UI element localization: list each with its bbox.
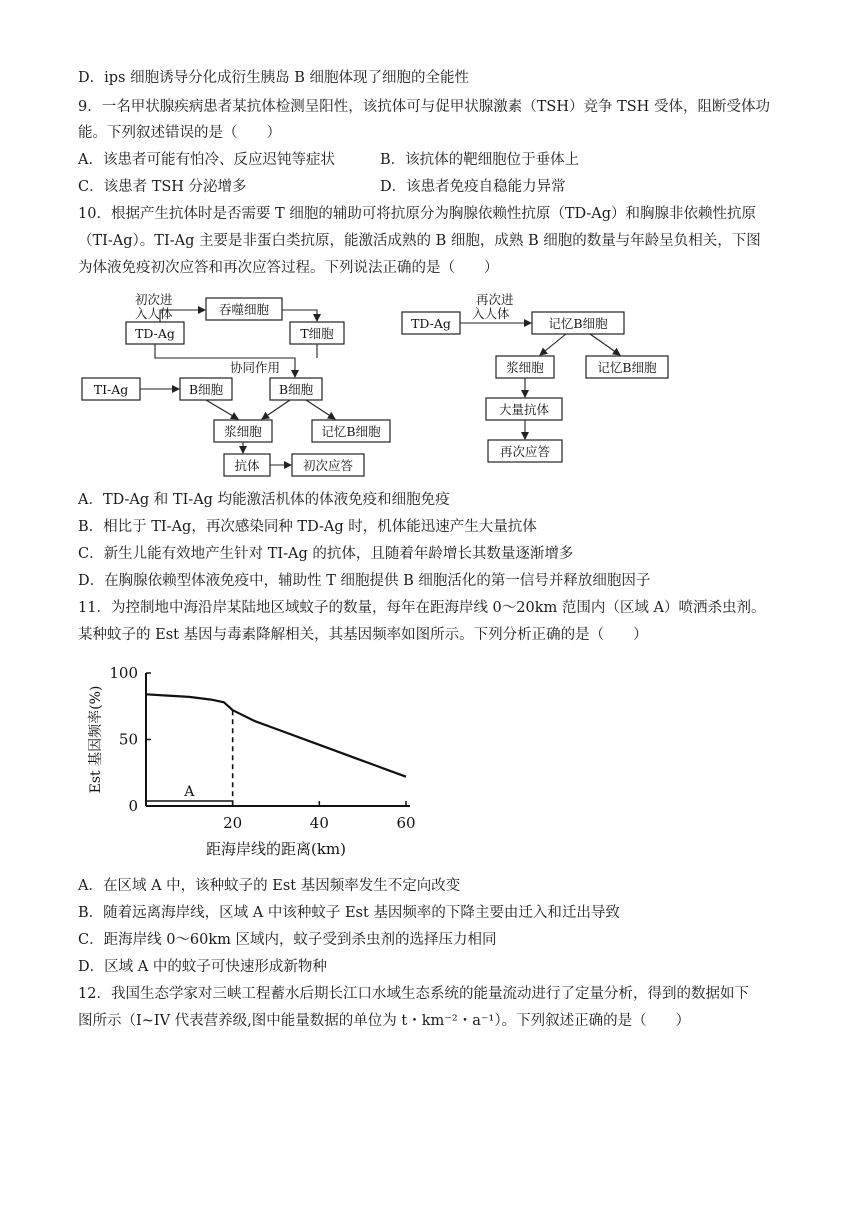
first-entry-label-1: 初次进 bbox=[135, 292, 173, 307]
q11-option-c: C．距海岸线 0～60km 区域内，蚊子受到杀虫剂的选择压力相同 bbox=[78, 932, 497, 948]
arrow-b1-to-plasma bbox=[206, 400, 238, 419]
q9-stem-line1: 9．一名甲状腺疾病患者某抗体检测呈阳性，该抗体可与促甲状腺激素（TSH）竞争 TSH 受体，阻断受体功 bbox=[78, 99, 770, 115]
q10-option-d: D．在胸腺依赖型体液免疫中，辅助性 T 细胞提供 B 细胞活化的第一信号并释放细胞因子 bbox=[78, 573, 651, 589]
q9-option-d: D．该患者免疫自稳能力异常 bbox=[380, 179, 566, 195]
memory-b-label-1: 记忆B细胞 bbox=[321, 424, 381, 439]
arrow-memory-to-plasma bbox=[540, 334, 566, 355]
many-antibody-label: 大量抗体 bbox=[498, 402, 550, 417]
x-tick-label: 20 bbox=[223, 814, 243, 832]
q10-stem-line2: （TI-Ag）。TI-Ag 主要是非蛋白类抗原，能激活成熟的 B 细胞，成熟 B 细胞的数量与年龄呈负相关，下图 bbox=[78, 233, 761, 249]
q12-stem-line1: 12．我国生态学家对三峡工程蓄水后期长江口水域生态系统的能量流动进行了定量分析，得到的数据如下 bbox=[78, 986, 749, 1002]
antibody-label: 抗体 bbox=[234, 458, 260, 473]
q9-option-c: C．该患者 TSH 分泌增多 bbox=[78, 179, 247, 195]
q11-option-d: D．区域 A 中的蚊子可快速形成新物种 bbox=[78, 959, 327, 975]
q9-option-b: B．该抗体的靶细胞位于垂体上 bbox=[380, 152, 580, 168]
q11-option-a: A．在区域 A 中，该种蚊子的 Est 基因频率发生不定向改变 bbox=[78, 878, 461, 894]
synergy-label: 协同作用 bbox=[230, 360, 281, 375]
q10-option-b: B．相比于 TI-Ag，再次感染同种 TD-Ag 时，机体能迅速产生大量抗体 bbox=[78, 519, 537, 535]
est-frequency-chart bbox=[70, 655, 510, 865]
arrow-memory-to-memory bbox=[590, 334, 620, 355]
y-tick-label: 50 bbox=[118, 730, 138, 749]
phagocyte-label: 吞噬细胞 bbox=[218, 302, 270, 317]
plasma-label-2: 浆细胞 bbox=[506, 360, 544, 375]
arrow-b2-to-memory bbox=[306, 400, 335, 419]
y-axis-label: Est 基因频率(%) bbox=[88, 685, 104, 794]
arrow-phagocyte-to-t bbox=[282, 310, 317, 321]
x-tick-label: 40 bbox=[309, 814, 329, 832]
b-cell-label-2: B细胞 bbox=[278, 382, 314, 397]
q11-stem-line2: 某种蚊子的 Est 基因与毒素降解相关，其基因频率如图所示。下列分析正确的是（ ） bbox=[78, 627, 648, 643]
primary-response-label: 初次应答 bbox=[302, 458, 354, 473]
first-entry-label-2: 入人体 bbox=[135, 306, 173, 321]
ti-ag-label: TI-Ag bbox=[93, 382, 129, 397]
b-cell-label-1: B细胞 bbox=[188, 382, 224, 397]
region-a-label: A bbox=[184, 784, 195, 800]
q12-stem-line2: 图所示（I~IV 代表营养级,图中能量数据的单位为 t・km⁻²・a⁻¹）。下列叙述正确的是（ ） bbox=[78, 1013, 691, 1029]
y-tick-label: 0 bbox=[128, 797, 138, 815]
q10-stem-line3: 为体液免疫初次应答和再次应答过程。下列说法正确的是（ ） bbox=[78, 260, 499, 276]
immune-response-diagram bbox=[0, 288, 860, 488]
y-tick-label: 100 bbox=[109, 664, 138, 682]
q10-option-a: A．TD-Ag 和 TI-Ag 均能激活机体的体液免疫和细胞免疫 bbox=[78, 492, 450, 508]
x-axis-label: 距海岸线的距离(km) bbox=[205, 840, 347, 858]
q11-stem-line1: 11．为控制地中海沿岸某陆地区域蚊子的数量，每年在距海岸线 0～20km 范围内（区域 A）喷洒杀虫剂。 bbox=[78, 600, 766, 616]
chart-labels bbox=[87, 686, 346, 858]
t-cell-label: T细胞 bbox=[300, 326, 334, 341]
q9-stem-line2: 能。下列叙述错误的是（ ） bbox=[78, 125, 281, 141]
td-ag-label-2: TD-Ag bbox=[411, 316, 451, 331]
plasma-label-1: 浆细胞 bbox=[224, 424, 262, 439]
q11-option-b: B．随着远离海岸线，区域 A 中该种蚊子 Est 基因频率的下降主要由迁入和迁出导致 bbox=[78, 905, 620, 921]
est-frequency-line bbox=[146, 694, 406, 776]
q10-option-c: C．新生儿能有效地产生针对 TI-Ag 的抗体，且随着年龄增长其数量逐渐增多 bbox=[78, 546, 574, 562]
secondary-response-label: 再次应答 bbox=[499, 444, 551, 459]
second-entry-label-1: 再次进 bbox=[476, 292, 514, 307]
arrow-b2-to-plasma bbox=[262, 400, 290, 419]
x-tick-label: 60 bbox=[396, 814, 416, 832]
q9-option-a: A．该患者可能有怕冷、反应迟钝等症状 bbox=[78, 152, 335, 168]
memory-b-label-3: 记忆B细胞 bbox=[597, 360, 657, 375]
td-ag-label: TD-Ag bbox=[135, 326, 175, 341]
second-entry-label-2: 入人体 bbox=[472, 306, 510, 321]
q10-stem-line1: 10．根据产生抗体时是否需要 T 细胞的辅助可将抗原分为胸腺依赖性抗原（TD-Ag）和胸腺非依赖性抗原 bbox=[78, 206, 757, 222]
q8-option-d: D．ips 细胞诱导分化成衍生胰岛 B 细胞体现了细胞的全能性 bbox=[78, 70, 469, 86]
memory-b-label-2: 记忆B细胞 bbox=[548, 316, 608, 331]
